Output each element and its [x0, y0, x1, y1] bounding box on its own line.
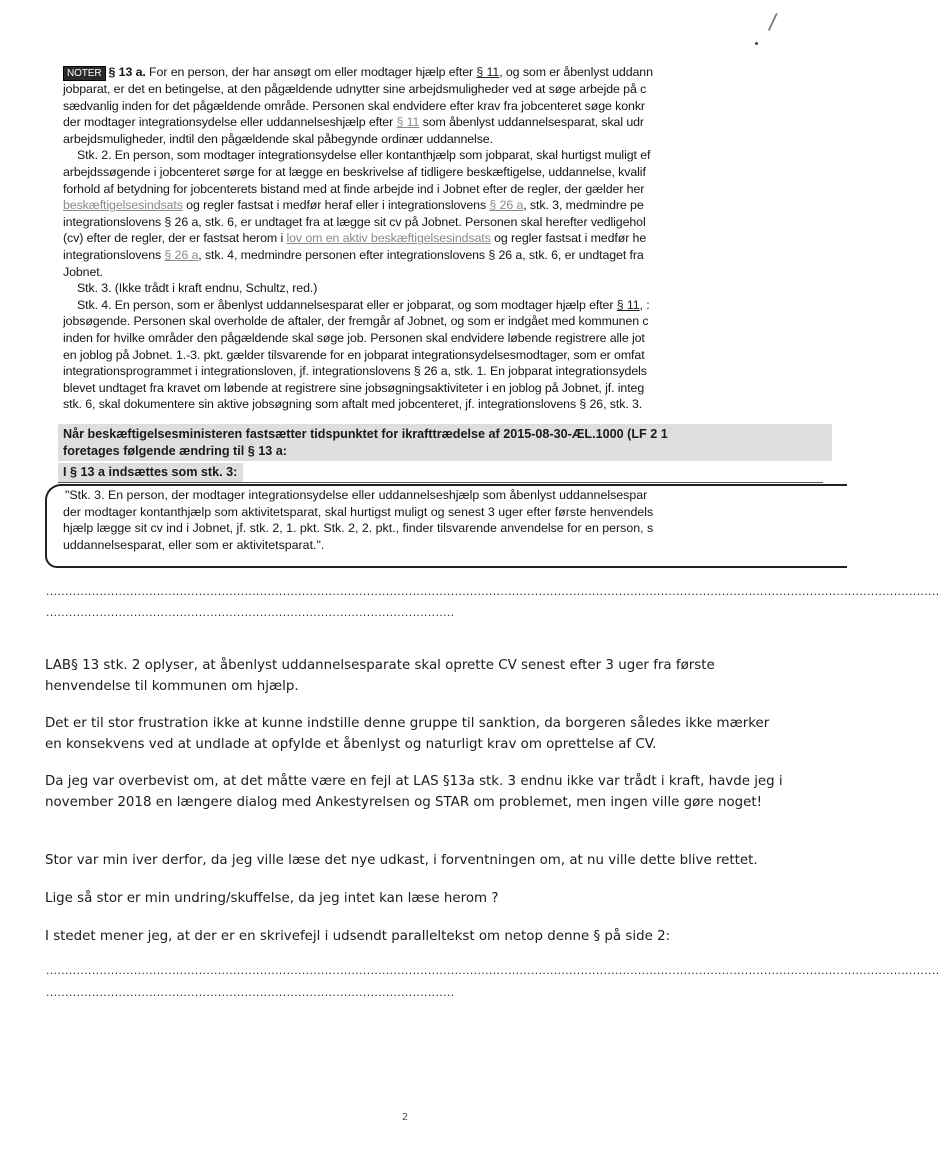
section-heading: § 13 a. — [108, 65, 146, 79]
dotted-separator-long-2: .......................................................................................................................................................................................................................................... — [45, 967, 939, 977]
link-beskaeftigelsesindsats[interactable]: beskæftigelsesindsats — [63, 198, 183, 213]
quote-line3: hjælp lægge sit cv ind i Jobnet, jf. stk. 2, 1. pkt. Stk. 2, 2. pkt., finder tilsvarende anvendelse for en person, s — [63, 521, 654, 536]
insert-instruction — [58, 463, 823, 483]
law-p3: Stk. 3. (Ikke trådt i kraft endnu, Schultz, red.) — [77, 281, 318, 296]
comment-paragraph-1: LAB§ 13 stk. 2 oplyser, at åbenlyst uddannelsesparate skal oprette CV senest efter 3 uger fra første henvendelse til kommunen om hjælp. — [45, 658, 715, 694]
law-p2-line2: arbejdssøgende i jobcenteret sørge for at lægge en beskrivelse af tidligere beskæftigelse, uddannelse, kvalif — [63, 164, 646, 179]
law-p4-line4: en joblog på Jobnet. 1.-3. pkt. gælder tilsvarende for en jobparat integrationsydelsesmodtager, som er omfat — [63, 347, 645, 362]
ref-link-26a[interactable]: § 26 a — [489, 198, 524, 213]
law-p2-line8: Jobnet. — [63, 264, 103, 279]
comment-paragraph-3: Da jeg var overbevist om, at det måtte være en fejl at LAS §13a stk. 3 endnu ikke var trådt i kraft, havde jeg i november 2018 en længere dialog med Ankestyrelsen og STAR om problemet, men ingen ville gøre noget! — [45, 774, 783, 810]
law-p2-line4: beskæftigelsesindsats og regler fastsat i medfør heraf eller i integrationslovens § 26 a, stk. 3, medmindre pe — [63, 198, 644, 213]
law-excerpt — [63, 64, 823, 413]
dotted-separator-short: ........................................................................................................... — [45, 609, 454, 619]
law-p4-line3: inden for hvilke områder den pågældende skal søge job. Personen skal endvidere løbende registrere alle jot — [63, 330, 645, 345]
law-p1-line1: NOTER § 13 a. For en person, der har ansøgt om eller modtager hjælp efter § 11, og som er åbenlyst uddann — [63, 64, 823, 81]
scan-artifact-mark: / — [766, 9, 778, 36]
law-p1-line3: sædvanlig inden for det pågældende område. Personen skal endvidere efter krav fra jobcenteret søge konkr — [63, 98, 645, 113]
link-lov-aktiv-beskaeftigelsesindsats[interactable]: lov om en aktiv beskæftigelsesindsats — [286, 231, 491, 246]
law-p4-line6: blevet undtaget fra kravet om løbende at registrere sine jobsøgningsaktiviteter i en joblog på Jobnet, jf. integ — [63, 380, 645, 395]
quote-line1: "Stk. 3. En person, der modtager integrationsydelse eller uddannelseshjælp som åbenlyst uddannelsespar — [65, 488, 648, 502]
insert-label: I § 13 a indsættes som stk. 3: — [58, 463, 243, 482]
law-p4-line5: integrationsprogrammet i integrationsloven, jf. integrationslovens § 26 a, stk. 1. En jobparat integrationsydels — [63, 364, 647, 379]
ref-link-26a-b[interactable]: § 26 a — [164, 247, 199, 262]
ref-link-11c[interactable]: § 11 — [616, 297, 640, 312]
dotted-separator-long: .......................................................................................................................................................................................................................................... — [45, 588, 939, 598]
law-p2-line3: forhold af betydning for jobcenterets bistand med at finde arbejde ind i Jobnet efter de regler, der gælder her — [63, 181, 645, 196]
quote-line2: der modtager kontanthjælp som aktivitetsparat, skal hurtigst muligt og senest 3 uger efter første henvendels — [63, 504, 654, 519]
ref-link-11[interactable]: § 11 — [476, 65, 500, 79]
law-p1-line5: arbejdsmuligheder, indtil den pågældende skal påbegynde ordinær uddannelse. — [63, 131, 493, 146]
law-p4-line1: Stk. 4. En person, som er åbenlyst uddannelsesparat eller er jobparat, og som modtager hjælp efter § 11, : — [77, 297, 650, 312]
law-p1-line2: jobparat, er det en betingelse, at den pågældende udnytter sine arbejdsmuligheder ved at søge arbejde på c — [63, 82, 647, 96]
comment-paragraph-5: Lige så stor er min undring/skuffelse, da jeg intet kan læse herom ? — [45, 891, 499, 906]
dotted-separator-short-2: ........................................................................................................... — [45, 989, 454, 999]
ref-link-11b[interactable]: § 11 — [396, 115, 420, 130]
law-p2-line1: Stk. 2. En person, som modtager integrationsydelse eller kontanthjælp som jobparat, skal hurtigst muligt ef — [77, 148, 651, 163]
quoted-provision — [63, 487, 823, 553]
scan-artifact-dot — [755, 42, 758, 45]
law-p4-line2: jobsøgende. Personen skal overholde de aftaler, der fremgår af Jobnet, og som er indgået med kommunen c — [63, 314, 649, 329]
quote-line4: uddannelsesparat, eller som er aktivitetsparat.". — [63, 537, 325, 552]
law-p2-line6: (cv) efter de regler, der er fastsat herom i lov om en aktiv beskæftigelsesindsats og regler fastsat i medfør he — [63, 231, 647, 246]
comment-paragraph-4: Stor var min iver derfor, da jeg ville læse det nye udkast, i forventningen om, at nu ville dette blive rettet. — [45, 853, 758, 868]
law-p1-line4: der modtager integrationsydelse eller uddannelseshjælp efter § 11 som åbenlyst uddannelsesparat, skal udr — [63, 115, 644, 130]
law-p2-line7: integrationslovens § 26 a, stk. 4, medmindre personen efter integrationslovens § 26 a, stk. 6, er undtaget fra — [63, 247, 644, 262]
amendment-line2: foretages følgende ændring til § 13 a: — [63, 443, 287, 458]
law-p2-line5: integrationslovens § 26 a, stk. 6, er undtaget fra at lægge sit cv på Jobnet. Personen skal herefter vedligehol — [63, 214, 646, 229]
comment-paragraph-2: Det er til stor frustration ikke at kunne indstille denne gruppe til sanktion, da borgeren således ikke mærker en konsekvens ved at undlade at opfylde et åbenlyst og naturligt krav om oprettelse af CV. — [45, 716, 770, 752]
comment-paragraph-6: I stedet mener jeg, at der er en skrivefejl i udsendt paralleltekst om netop denne § på side 2: — [45, 929, 671, 944]
law-p4-line7: stk. 6, skal dokumentere sin aktive jobsøgning som aftalt med jobcenteret, jf. integrationslovens § 26, stk. 3. — [63, 397, 643, 412]
amendment-line1: Når beskæftigelsesministeren fastsætter tidspunktet for ikrafttrædelse af 2015-08-30-ÆL.1000 (LF 2 1 — [63, 427, 668, 441]
amendment-notice — [58, 424, 832, 461]
noter-stamp: NOTER — [63, 66, 106, 81]
page-number: 2 — [401, 1112, 409, 1123]
